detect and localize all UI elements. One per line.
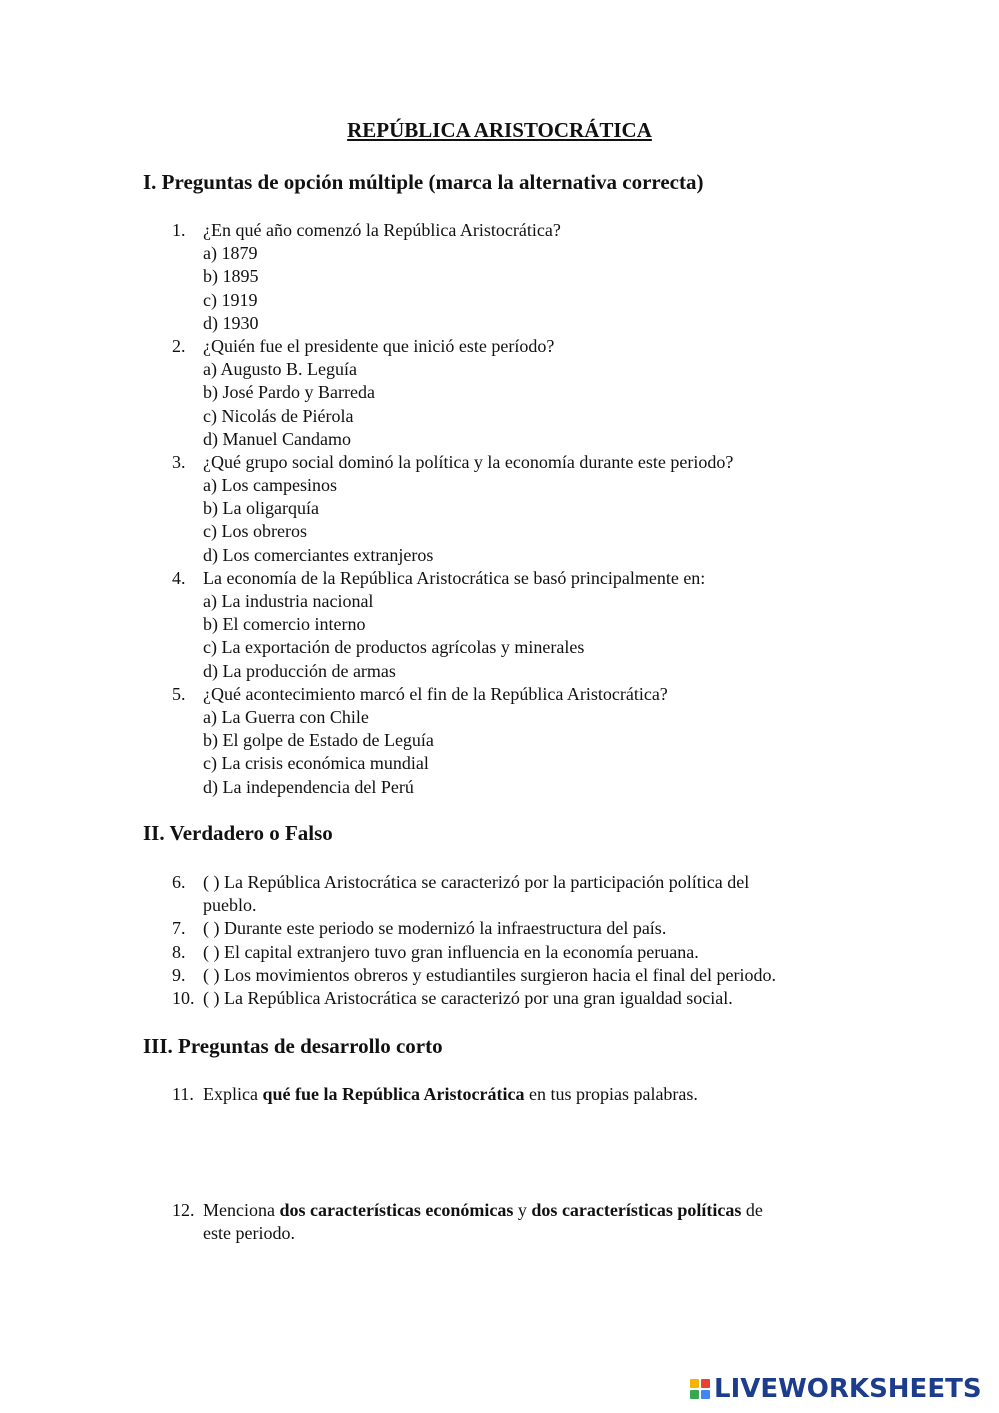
item-number: 9. [172,964,186,985]
multiple-choice-list [0,219,999,799]
option-1d[interactable]: d) 1930 [203,312,259,333]
item-text-continuation: este periodo. [203,1223,295,1244]
question-text: ¿Quién fue el presidente que inició este período? [203,335,555,356]
option-4a[interactable]: a) La industria nacional [203,591,374,611]
liveworksheets-logo [690,1374,982,1404]
option-3b[interactable]: b) La oligarquía [203,498,319,519]
option-5b[interactable]: b) El golpe de Estado de Leguía [203,730,434,751]
true-false-list [0,871,999,1010]
question-3 [0,451,999,474]
item-text-continuation: pueblo. [203,895,257,916]
question-number: 1. [172,220,186,240]
option-2a[interactable]: a) Augusto B. Leguía [203,359,357,380]
option-2b[interactable]: b) José Pardo y Barreda [203,382,375,403]
item-number: 11. [172,1084,194,1104]
question-number: 4. [172,567,186,588]
tf-item-9[interactable] [0,964,999,987]
short-answer-11 [0,1083,999,1106]
item-text: Explica qué fue la República Aristocrática en tus propias palabras. [203,1084,698,1104]
item-text: ( ) El capital extranjero tuvo gran influencia en la economía peruana. [203,941,699,962]
tf-item-6[interactable] [0,871,999,894]
question-text: ¿En qué año comenzó la República Aristocrática? [203,220,561,240]
item-text: ( ) Durante este periodo se modernizó la infraestructura del país. [203,918,667,939]
question-1 [0,219,999,242]
option-5c[interactable]: c) La crisis económica mundial [203,753,429,774]
option-3d[interactable]: d) Los comerciantes extranjeros [203,544,434,565]
section-3-heading: III. Preguntas de desarrollo corto [143,1034,443,1058]
item-text: ( ) La República Aristocrática se caracterizó por una gran igualdad social. [203,987,733,1008]
question-text: ¿Qué grupo social dominó la política y la economía durante este periodo? [203,451,734,472]
option-1b[interactable]: b) 1895 [203,266,259,287]
question-number: 5. [172,683,186,704]
option-4b[interactable]: b) El comercio interno [203,614,366,635]
item-number: 8. [172,941,186,962]
question-number: 2. [172,335,186,356]
option-5d[interactable]: d) La independencia del Perú [203,776,414,797]
question-5 [0,683,999,706]
logo-blocks-icon [690,1379,710,1399]
tf-item-8[interactable] [0,941,999,964]
option-2d[interactable]: d) Manuel Candamo [203,428,351,449]
question-number: 3. [172,451,186,472]
item-number: 6. [172,872,186,892]
short-answer-12 [0,1199,999,1245]
item-text: ( ) Los movimientos obreros y estudiantiles surgieron hacia el final del periodo. [203,964,777,985]
option-1a[interactable]: a) 1879 [203,243,258,264]
item-number: 10. [172,987,195,1008]
section-1-heading: I. Preguntas de opción múltiple (marca la alternativa correcta) [143,170,704,194]
question-2 [0,335,999,358]
option-4c[interactable]: c) La exportación de productos agrícolas y minerales [203,637,585,658]
option-2c[interactable]: c) Nicolás de Piérola [203,405,354,426]
logo-text: LIVEWORKSHEETS [714,1374,982,1404]
section-2-heading: II. Verdadero o Falso [143,821,333,845]
option-1c[interactable]: c) 1919 [203,289,258,310]
item-text: ( ) La República Aristocrática se caracterizó por la participación política del [203,872,750,892]
question-4 [0,567,999,590]
item-number: 12. [172,1200,195,1220]
question-text: ¿Qué acontecimiento marcó el fin de la República Aristocrática? [203,683,668,704]
option-3a[interactable]: a) Los campesinos [203,475,337,496]
option-5a[interactable]: a) La Guerra con Chile [203,706,369,727]
option-4d[interactable]: d) La producción de armas [203,660,396,681]
item-text: Menciona dos características económicas y dos características políticas de [203,1200,763,1220]
option-3c[interactable]: c) Los obreros [203,521,307,542]
question-text: La economía de la República Aristocrática se basó principalmente en: [203,567,706,588]
tf-item-7[interactable] [0,917,999,940]
tf-item-10[interactable] [0,987,999,1010]
item-number: 7. [172,918,186,939]
page-title: REPÚBLICA ARISTOCRÁTICA [347,118,652,142]
